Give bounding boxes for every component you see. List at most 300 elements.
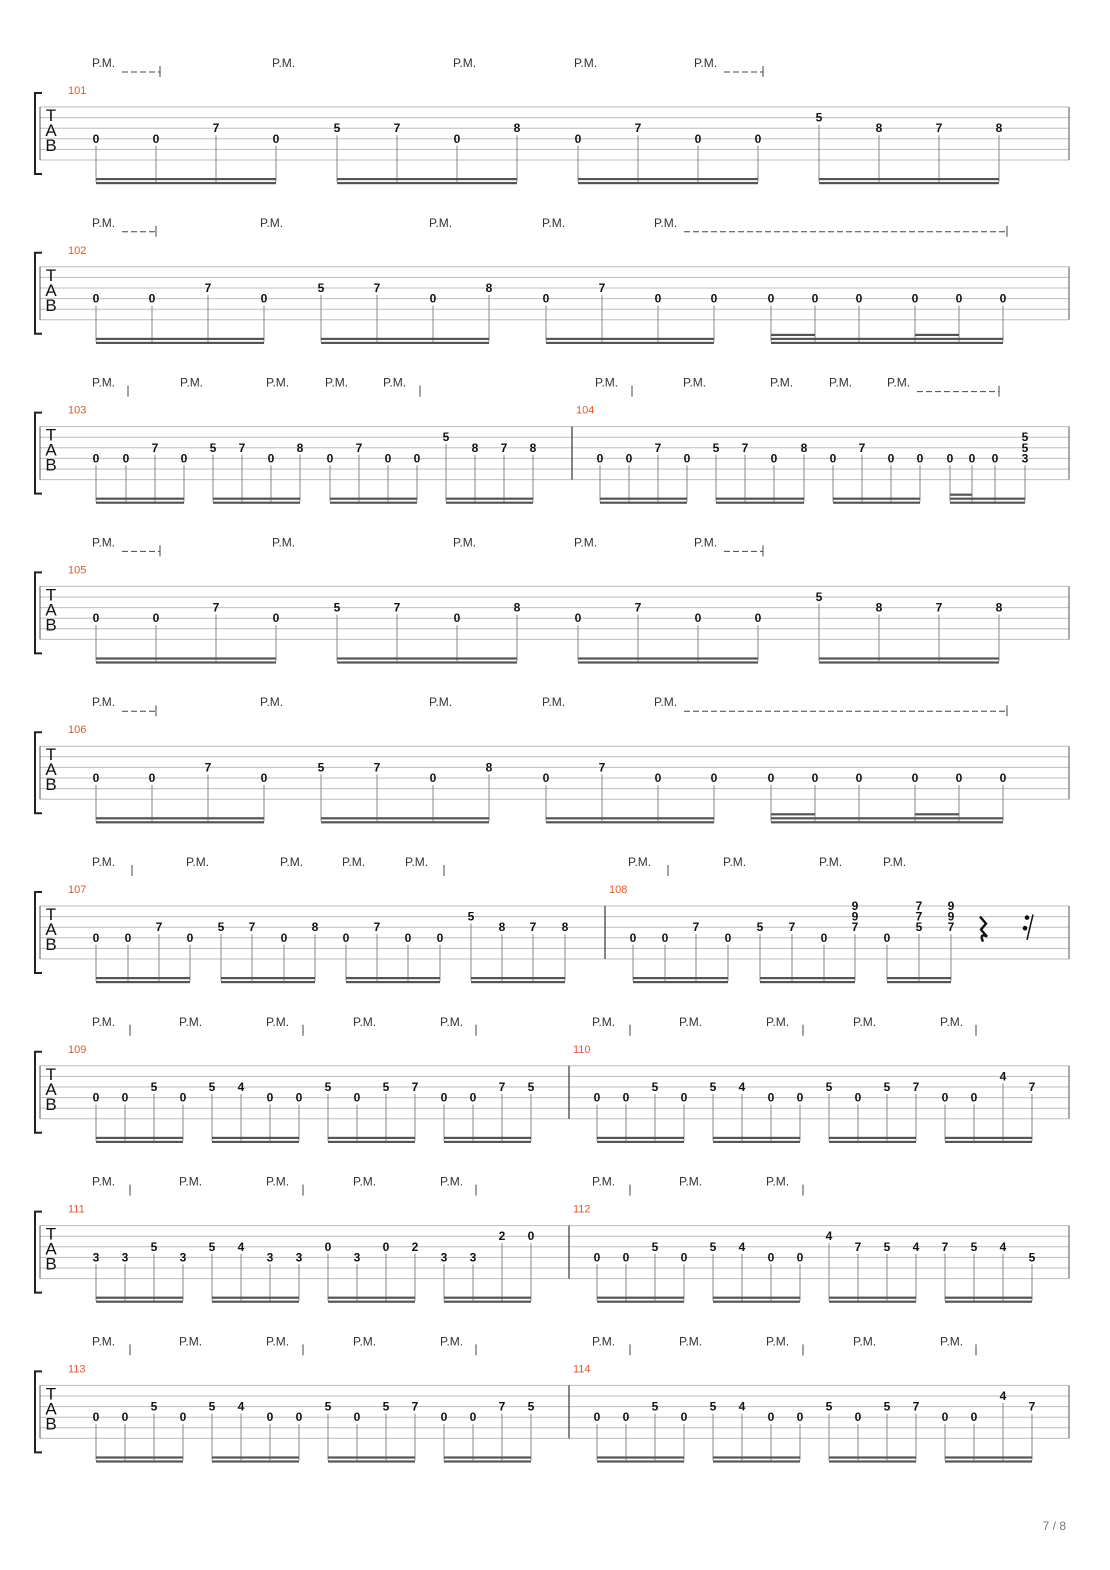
tab-clef-letter: A [45, 1079, 57, 1099]
fret-number: 7 [151, 440, 159, 455]
fret-number: 0 [811, 771, 819, 785]
fret-number: 7 [741, 440, 749, 455]
palm-mute-label: P.M. [180, 375, 204, 390]
beam-secondary [328, 1460, 415, 1462]
fret-number: 7 [204, 281, 212, 295]
fret-number: 5 [709, 1399, 717, 1414]
fret-number: 0 [593, 1250, 601, 1265]
beam-group [757, 899, 859, 983]
tab-clef-letter: B [45, 295, 57, 315]
fret-number: 0 [941, 1090, 949, 1105]
tab-clef-letter: T [45, 585, 57, 605]
fret-number: 0 [453, 611, 461, 626]
measure-number: 112 [573, 1203, 591, 1216]
tab-clef-letter: A [45, 920, 57, 939]
fret-number: 4 [738, 1239, 746, 1254]
fret-number: 3 [469, 1250, 477, 1265]
palm-mute-label: P.M. [683, 375, 707, 390]
palm-mute-label: P.M. [266, 1334, 290, 1349]
fret-number: 5 [825, 1399, 833, 1414]
beam-secondary [96, 821, 264, 823]
fret-number: 0 [887, 451, 895, 466]
fret-number: 0 [527, 1229, 535, 1244]
tab-clef-letter: B [45, 136, 57, 155]
palm-mute-label: P.M. [92, 1174, 116, 1189]
system-bracket [35, 93, 42, 174]
fret-number: 5 [651, 1399, 659, 1414]
palm-mute-label: P.M. [574, 535, 598, 550]
fret-number: 0 [625, 451, 633, 466]
fret-number: 0 [295, 1410, 303, 1425]
fret-number: 2 [411, 1239, 419, 1254]
beam-secondary [328, 1141, 415, 1143]
measure-number: 102 [68, 244, 87, 257]
palm-mute-label: P.M. [266, 375, 290, 390]
beam-group [209, 1080, 303, 1143]
beam-secondary [212, 1141, 299, 1143]
fret-number: 7 [204, 760, 212, 775]
measure-number: 105 [68, 564, 87, 577]
fret-number: 4 [738, 1399, 746, 1414]
fret-number: 0 [342, 930, 350, 945]
fret-number: 0 [770, 451, 778, 466]
beam-group [93, 601, 280, 664]
fret-number: 5 [317, 281, 325, 295]
palm-mute-label: P.M. [853, 1334, 877, 1349]
fret-number: 0 [324, 1239, 332, 1254]
palm-mute-label: P.M. [186, 855, 210, 869]
measure-number: 106 [68, 724, 87, 737]
palm-mute-label: P.M. [272, 535, 296, 550]
tab-clef-letter: T [45, 1224, 57, 1244]
fret-number: 0 [680, 1090, 688, 1105]
tab-system [35, 855, 1069, 983]
fret-number: 0 [92, 771, 100, 785]
beam-group [325, 1240, 419, 1303]
tab-clef-letter: A [45, 760, 57, 780]
beam-secondary [330, 502, 417, 504]
beam-secondary [444, 1301, 531, 1303]
palm-mute-label: P.M. [353, 1174, 377, 1189]
beam-primary [471, 977, 565, 979]
fret-number: 0 [941, 1410, 949, 1425]
fret-number: 0 [413, 451, 421, 466]
system-bracket [35, 1052, 42, 1133]
beam-secondary [771, 821, 1003, 823]
fret-number: 0 [916, 451, 924, 466]
fret-number: 0 [295, 1090, 303, 1105]
beam-primary [771, 817, 1003, 819]
fret-number: 0 [260, 291, 268, 306]
beam-group [543, 760, 718, 823]
fret-number: 0 [855, 291, 863, 306]
beam-group [218, 920, 319, 983]
palm-mute-label: P.M. [92, 1334, 116, 1349]
beam-group [441, 1229, 535, 1303]
fret-number: 4 [237, 1399, 245, 1414]
fret-number: 0 [724, 930, 732, 945]
fret-number: 0 [796, 1250, 804, 1265]
fret-number: 0 [122, 451, 130, 466]
palm-mute-label: P.M. [592, 1014, 616, 1029]
beam-group [443, 430, 537, 504]
fret-number: 8 [296, 440, 304, 455]
fret-number: 0 [946, 451, 954, 466]
fret-number: 8 [529, 440, 537, 455]
fret-number: 0 [596, 451, 604, 466]
beam-group [575, 601, 762, 664]
beam-secondary [96, 1301, 183, 1303]
beam-primary [887, 977, 951, 979]
fret-number: 7 [851, 920, 859, 935]
fret-number: 8 [311, 920, 319, 935]
fret-number: 0 [436, 930, 444, 945]
fret-number: 5 [651, 1080, 659, 1094]
beam-tertiary [771, 813, 815, 815]
fret-number: 5 [709, 1080, 717, 1094]
beam-primary [546, 817, 714, 819]
tab-clef-letter: B [45, 1254, 57, 1274]
beam-primary [96, 817, 264, 819]
fret-number: 8 [485, 760, 493, 775]
fret-number: 0 [272, 611, 280, 626]
fret-number: 7 [915, 899, 923, 913]
fret-number: 8 [875, 600, 883, 615]
fret-number: 5 [883, 1239, 891, 1254]
fret-number: 7 [373, 281, 381, 295]
fret-number: 4 [237, 1080, 245, 1094]
fret-number: 8 [471, 440, 479, 455]
fret-number: 0 [593, 1410, 601, 1425]
beam-group [768, 771, 1007, 823]
fret-number: 5 [209, 440, 217, 455]
fret-number: 0 [382, 1239, 390, 1254]
tab-clef-letter: A [45, 1399, 57, 1419]
fret-number: 0 [811, 291, 819, 306]
fret-number: 7 [935, 600, 943, 615]
beam-group [93, 121, 280, 184]
beam-primary [713, 1297, 800, 1299]
fret-number: 0 [542, 291, 550, 306]
fret-number: 5 [883, 1080, 891, 1094]
beam-secondary [321, 821, 489, 823]
fret-number: 7 [912, 1399, 920, 1414]
tab-system [35, 695, 1069, 823]
fret-number: 0 [767, 771, 775, 785]
fret-number: 8 [561, 920, 569, 935]
beam-secondary [887, 981, 951, 983]
tab-clef-letter: A [45, 440, 57, 460]
beam-tertiary [915, 813, 959, 815]
fret-number: 0 [767, 1250, 775, 1265]
beam-secondary [96, 182, 276, 184]
palm-mute-label: P.M. [342, 855, 366, 869]
beam-group [318, 281, 493, 344]
beam-group [942, 1240, 1036, 1303]
fret-number: 0 [180, 451, 188, 466]
beam-group [210, 441, 304, 504]
fret-number: 5 [527, 1399, 535, 1414]
tab-system [35, 56, 1069, 184]
fret-number: 0 [280, 930, 288, 945]
fret-number: 0 [92, 930, 100, 945]
beam-secondary [96, 1141, 183, 1143]
beam-primary [713, 1137, 800, 1139]
fret-number: 0 [694, 131, 702, 146]
fret-number: 3 [266, 1250, 274, 1265]
measure-number: 107 [68, 884, 87, 896]
palm-mute-label: P.M. [429, 215, 453, 230]
fret-number: 0 [883, 930, 891, 945]
beam-secondary [221, 981, 315, 983]
fret-number: 0 [148, 771, 156, 785]
palm-mute-label: P.M. [887, 375, 911, 390]
beam-primary [96, 1137, 183, 1139]
beam-secondary [945, 1460, 1032, 1462]
fret-number: 0 [469, 1410, 477, 1425]
beam-secondary [950, 502, 1025, 504]
fret-number: 0 [970, 1410, 978, 1425]
fret-number: 5 [815, 110, 823, 125]
fret-number: 7 [1028, 1399, 1036, 1414]
palm-mute-label: P.M. [440, 1014, 464, 1029]
beam-primary [337, 178, 517, 180]
palm-mute-label: P.M. [260, 215, 284, 230]
tab-clef-letter: T [45, 1384, 57, 1404]
fret-number: 0 [796, 1090, 804, 1105]
palm-mute-label: P.M. [92, 695, 116, 710]
beam-group [942, 1389, 1036, 1463]
beam-primary [945, 1297, 1032, 1299]
fret-number: 0 [829, 451, 837, 466]
beam-secondary [321, 342, 489, 344]
fret-number: 0 [542, 771, 550, 785]
fret-number: 5 [317, 760, 325, 775]
beam-primary [829, 1297, 916, 1299]
fret-number: 0 [574, 131, 582, 146]
fret-number: 0 [767, 1090, 775, 1105]
palm-mute-label: P.M. [654, 695, 678, 710]
fret-number: 7 [498, 1080, 506, 1094]
fret-number: 8 [513, 121, 521, 136]
beam-secondary [96, 1460, 183, 1462]
tab-clef-letter: A [45, 280, 57, 300]
beam-primary [328, 1297, 415, 1299]
fret-number: 0 [440, 1410, 448, 1425]
beam-primary [221, 977, 315, 979]
fret-number: 0 [152, 611, 160, 626]
fret-number: 0 [121, 1410, 129, 1425]
beam-group [630, 920, 732, 983]
fret-number: 0 [622, 1250, 630, 1265]
system-bracket [35, 1212, 42, 1293]
fret-number: 7 [355, 440, 363, 455]
fret-number: 0 [272, 131, 280, 146]
palm-mute-label: P.M. [694, 535, 718, 550]
palm-mute-label: P.M. [628, 855, 652, 869]
beam-group [334, 601, 521, 664]
fret-number: 7 [238, 440, 246, 455]
tab-clef-letter: B [45, 935, 57, 954]
fret-number: 0 [754, 611, 762, 626]
fret-number: 0 [955, 291, 963, 306]
beam-tertiary [915, 334, 959, 336]
tab-clef-letter: T [45, 905, 57, 924]
tab-system [35, 1015, 1069, 1143]
measure-number: 111 [68, 1203, 85, 1216]
fret-number: 9 [851, 909, 859, 924]
beam-secondary [471, 981, 565, 983]
beam-secondary [633, 981, 728, 983]
tab-system [35, 535, 1069, 663]
fret-number: 5 [709, 1239, 717, 1254]
fret-number: 7 [634, 600, 642, 615]
fret-number: 8 [498, 920, 506, 935]
fret-number: 7 [529, 920, 537, 935]
beam-secondary [212, 1460, 299, 1462]
palm-mute-label: P.M. [440, 1174, 464, 1189]
fret-number: 7 [212, 121, 220, 136]
beam-primary [96, 338, 264, 340]
palm-mute-label: P.M. [940, 1334, 964, 1349]
palm-mute-label: P.M. [679, 1174, 703, 1189]
fret-number: 0 [855, 771, 863, 785]
fret-number: 5 [467, 909, 475, 924]
fret-number: 0 [955, 771, 963, 785]
tab-clef-letter: T [45, 106, 57, 125]
fret-number: 7 [393, 121, 401, 136]
system-bracket [35, 1371, 42, 1452]
beam-group [816, 590, 1003, 664]
fret-number: 0 [767, 1410, 775, 1425]
fret-number: 9 [851, 899, 859, 913]
sixteenth-rest [1023, 926, 1028, 931]
fret-number: 8 [995, 600, 1003, 615]
fret-number: 0 [710, 291, 718, 306]
tab-clef-letter: B [45, 615, 57, 635]
beam-group [543, 281, 718, 344]
beam-secondary [771, 342, 1003, 344]
beam-primary [346, 977, 440, 979]
beam-primary [321, 817, 489, 819]
palm-mute-label: P.M. [542, 215, 566, 230]
fret-number: 8 [513, 600, 521, 615]
beam-tertiary [771, 334, 815, 336]
tab-clef-letter: T [45, 1064, 57, 1084]
fret-number: 4 [999, 1239, 1007, 1254]
beam-secondary [760, 981, 855, 983]
tab-clef-letter: B [45, 775, 57, 795]
palm-mute-label: P.M. [280, 855, 304, 869]
palm-mute-label: P.M. [429, 695, 453, 710]
beam-secondary [546, 821, 714, 823]
fret-number: 0 [92, 1090, 100, 1105]
fret-number: 3 [353, 1250, 361, 1265]
fret-number: 7 [212, 600, 220, 615]
beam-secondary [819, 661, 999, 663]
beam-group [575, 121, 762, 184]
fret-number: 4 [825, 1229, 833, 1244]
beam-group [884, 899, 955, 983]
fret-number: 0 [683, 451, 691, 466]
fret-number: 7 [692, 920, 700, 935]
palm-mute-label: P.M. [453, 535, 477, 550]
fret-number: 5 [382, 1399, 390, 1414]
tab-system [35, 1175, 1069, 1303]
palm-mute-label: P.M. [853, 1014, 877, 1029]
system-bracket [35, 892, 42, 973]
beam-group [597, 441, 691, 504]
beam-group [826, 1400, 920, 1463]
fret-number: 0 [911, 771, 919, 785]
fret-number: 7 [654, 440, 662, 455]
palm-mute-label: P.M. [325, 375, 349, 390]
palm-mute-label: P.M. [542, 695, 566, 710]
beam-group [93, 281, 268, 344]
beam-primary [328, 1137, 415, 1139]
beam-primary [96, 1297, 183, 1299]
beam-group [93, 1080, 187, 1143]
palm-mute-label: P.M. [272, 56, 296, 70]
palm-mute-label: P.M. [266, 1174, 290, 1189]
fret-number: 3 [92, 1250, 100, 1265]
beam-secondary [96, 661, 276, 663]
beam-primary [96, 657, 276, 659]
fret-number: 0 [429, 771, 437, 785]
fret-number: 5 [333, 121, 341, 136]
tab-clef-letter: B [45, 455, 57, 475]
fret-number: 0 [326, 451, 334, 466]
fret-number: 0 [92, 611, 100, 626]
fret-number: 5 [208, 1080, 216, 1094]
palm-mute-label: P.M. [819, 855, 843, 869]
beam-primary [337, 657, 517, 659]
fret-number: 7 [598, 281, 606, 295]
beam-group [947, 430, 1029, 504]
beam-secondary [444, 1460, 531, 1462]
beam-secondary [600, 502, 687, 504]
palm-mute-label: P.M. [179, 1174, 203, 1189]
measure-number: 113 [68, 1363, 86, 1376]
measure-number: 110 [573, 1043, 591, 1056]
fret-number: 0 [991, 451, 999, 466]
fret-number: 5 [333, 600, 341, 615]
beam-primary [444, 1456, 531, 1458]
palm-mute-label: P.M. [179, 1014, 203, 1029]
fret-number: 0 [92, 291, 100, 306]
beam-primary [444, 1137, 531, 1139]
beam-secondary [597, 1460, 684, 1462]
beam-secondary [444, 1141, 531, 1143]
palm-mute-label: P.M. [440, 1334, 464, 1349]
palm-mute-label: P.M. [405, 855, 429, 869]
beam-primary [328, 1456, 415, 1458]
beam-secondary [578, 182, 758, 184]
system-bracket [35, 253, 42, 334]
fret-number: 0 [968, 451, 976, 466]
beam-secondary [829, 1141, 916, 1143]
beam-group [768, 292, 1007, 344]
fret-number: 0 [429, 291, 437, 306]
fret-number: 0 [854, 1410, 862, 1425]
fret-number: 8 [875, 121, 883, 136]
beam-secondary [829, 1460, 916, 1462]
fret-number: 4 [738, 1080, 746, 1094]
palm-mute-label: P.M. [829, 375, 853, 390]
fret-number: 7 [411, 1080, 419, 1094]
beam-group [710, 1240, 804, 1303]
fret-number: 0 [92, 1410, 100, 1425]
